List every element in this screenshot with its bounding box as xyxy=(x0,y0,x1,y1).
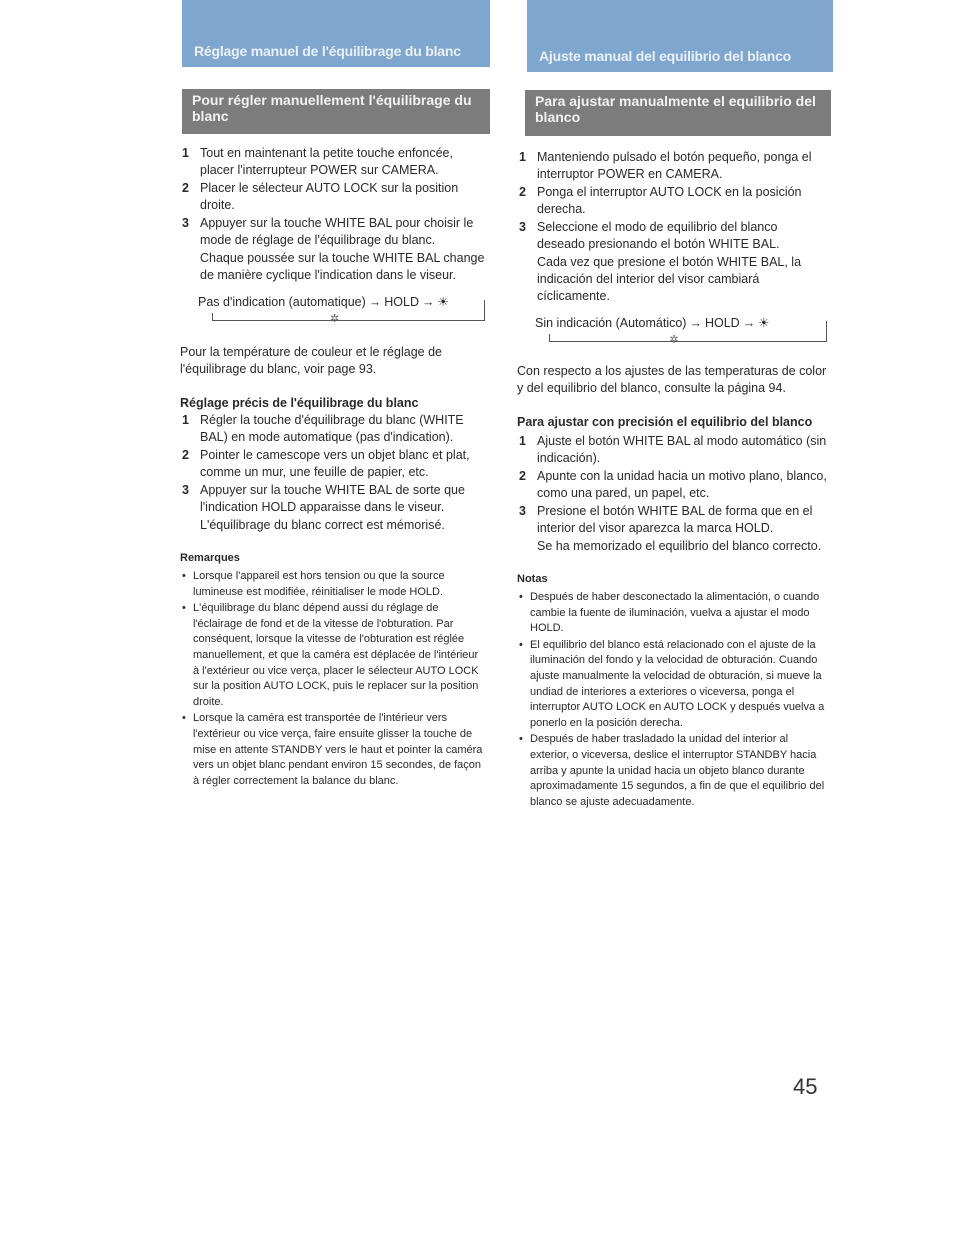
section-title-band xyxy=(527,0,833,72)
fine-steps-list xyxy=(180,412,485,534)
spanish-body xyxy=(517,149,827,811)
arrow-right-icon: → xyxy=(689,316,702,330)
step-item xyxy=(517,219,827,305)
step-number: 3 xyxy=(519,504,526,518)
arrow-right-icon: → xyxy=(422,295,435,309)
indicator-cycle-diagram xyxy=(198,294,485,330)
french-body xyxy=(180,145,485,790)
fine-steps-list xyxy=(517,433,827,555)
reference-text: Pour la température de couleur et le réglage de l'équilibrage du blanc, voir page 93. xyxy=(180,345,442,376)
note-item: • L'équilibrage du blanc dépend aussi du réglage de l'éclairage de fond et de la vitesse de l'obturation. Par conséquent, lorsque la vitesse de l'obturation est réglée manuellement, et que la caméra est déplacée de l'intérieur à l'extérieur ou vice verça, placer le sélecteur AUTO LOCK sur la position AUTO LOCK, puis le replacer sur la position droite. xyxy=(180,601,485,710)
step-item xyxy=(180,447,485,481)
step-text: Appuyer sur la touche WHITE BAL de sorte que l'indication HOLD apparaisse dans le viseur. xyxy=(200,483,465,514)
steps-list xyxy=(517,149,827,305)
note-item: • Lorsque la caméra est transportée de l'intérieur vers l'extérieur ou vice verça, faire ensuite glisser la touche de mise en attente STANDBY vers le haut et pointer la caméra vers un objet blanc pendant environ 15 secondes, de façon à régler correctement la balance du blanc. xyxy=(180,711,485,789)
step-item xyxy=(180,482,485,534)
step-number: 1 xyxy=(519,150,526,164)
subheading-band: Para ajustar manualmente el equilibrio del blanco xyxy=(525,90,831,136)
step-number: 1 xyxy=(519,434,526,448)
notes-heading: Remarques xyxy=(180,552,240,564)
subheading-band: Pour régler manuellement l'équilibrage du blanc xyxy=(182,89,490,134)
cycle-line xyxy=(484,300,485,320)
fine-adjust-heading: Réglage précis de l'équilibrage du blanc xyxy=(180,396,419,410)
section-title: Réglage manuel de l'équilibrage du blanc xyxy=(194,43,461,59)
steps-list xyxy=(180,145,485,284)
step-number: 3 xyxy=(519,220,526,234)
step-item xyxy=(517,184,827,218)
indicator-auto-label: Sin indicación (Automático) xyxy=(535,316,687,330)
step-text: Appuyer sur la touche WHITE BAL pour choisir le mode de réglage de l'équilibrage du blanc. xyxy=(200,216,474,247)
step-item xyxy=(180,145,485,179)
section-title: Ajuste manual del equilibrio del blanco xyxy=(539,48,792,64)
step-item xyxy=(517,503,827,555)
reference-text: Con respecto a los ajustes de las temperaturas de color y del equilibrio del blanco, consulte la página 94. xyxy=(517,364,827,395)
note-item: • Lorsque l'appareil est hors tension ou que la source lumineuse est modifiée, réinitialiser le mode HOLD. xyxy=(180,569,485,600)
indoor-bulb-icon: ✲ xyxy=(669,334,679,346)
step-number: 2 xyxy=(519,185,526,199)
notes-list xyxy=(517,590,827,810)
step-item xyxy=(180,215,485,284)
step-text: Apunte con la unidad hacia un motivo plano, blanco, como una pared, un papel, etc. xyxy=(537,469,827,500)
step-text: Placer le sélecteur AUTO LOCK sur la position droite. xyxy=(200,181,459,212)
cycle-line xyxy=(212,320,485,321)
fine-adjust-heading: Para ajustar con precisión el equilibrio del blanco xyxy=(517,415,813,429)
section-title-band xyxy=(182,0,490,67)
note-item: • El equilibrio del blanco está relacionado con el ajuste de la iluminación del fondo y la velocidad de obturación. Cuando ajuste manualmente la velocidad de obturación, si mueve la undiad de interiores a exteriores o viceversa, ponga el interruptor AUTO LOCK en AUTO LOCK y después vuelva a ponerlo en la posición derecha. xyxy=(517,638,827,732)
step-text: Ajuste el botón WHITE BAL al modo automático (sin indicación). xyxy=(537,434,827,465)
step-number: 2 xyxy=(182,448,189,462)
step-text: Presione el botón WHITE BAL de forma que en el interior del visor aparezca la marca HOLD. xyxy=(537,504,813,535)
indicator-hold-label: HOLD xyxy=(704,316,740,330)
arrow-right-icon: → xyxy=(742,316,756,330)
step-item xyxy=(517,149,827,183)
step-extra-text: Chaque poussée sur la touche WHITE BAL change de manière cyclique l'indication dans le viseur. xyxy=(200,251,485,282)
step-extra-text: L'équilibrage du blanc correct est mémorisé. xyxy=(200,518,445,532)
indicator-hold-label: HOLD xyxy=(384,295,419,309)
step-item xyxy=(180,412,485,446)
notes-list xyxy=(180,569,485,789)
step-text: Manteniendo pulsado el botón pequeño, ponga el interruptor POWER en CAMERA. xyxy=(537,150,812,181)
arrow-right-icon: → xyxy=(368,295,382,309)
step-text: Seleccione el modo de equilibrio del blanco deseado presionando el botón WHITE BAL. xyxy=(537,220,780,251)
step-text: Pointer le camescope vers un objet blanc et plat, comme un mur, une feuille de papier, etc. xyxy=(200,448,470,479)
step-number: 2 xyxy=(519,469,526,483)
cycle-line xyxy=(549,341,827,342)
sun-icon: ☀ xyxy=(758,316,770,330)
notes-heading: Notas xyxy=(517,573,548,585)
step-number: 1 xyxy=(182,146,189,160)
indoor-bulb-icon: ✲ xyxy=(330,313,340,325)
cycle-line xyxy=(826,321,827,341)
step-extra-text: Cada vez que presione el botón WHITE BAL, la indicación del interior del visor cambiará cíclicamente. xyxy=(537,255,802,303)
step-text: Régler la touche d'équilibrage du blanc (WHITE BAL) en mode automatique (pas d'indication). xyxy=(200,413,464,444)
step-item xyxy=(517,468,827,502)
step-extra-text: Se ha memorizado el equilibrio del blanco correcto. xyxy=(537,539,822,553)
page-number: 45 xyxy=(793,1074,818,1099)
sun-icon: ☀ xyxy=(437,295,449,309)
note-item: • Después de haber trasladado la unidad del interior al exterior, o viceversa, deslice el interruptor STANDBY hacia arriba y apunte la unidad hacia un objeto blanco durante aproximadamente 15 segundos, a fin de que el equilibrio del blanco se ajuste adecuadamente. xyxy=(517,732,827,810)
step-number: 3 xyxy=(182,216,189,230)
step-item xyxy=(517,433,827,467)
step-text: Tout en maintenant la petite touche enfoncée, placer l'interrupteur POWER sur CAMERA. xyxy=(200,146,453,177)
indicator-auto-label: Pas d'indication (automatique) xyxy=(198,295,366,309)
cycle-arrow-up-icon xyxy=(212,313,213,320)
step-item xyxy=(180,180,485,214)
step-number: 1 xyxy=(182,413,189,427)
step-number: 3 xyxy=(182,483,189,497)
step-number: 2 xyxy=(182,181,189,195)
cycle-arrow-up-icon xyxy=(549,334,550,341)
indicator-cycle-diagram xyxy=(535,315,827,351)
note-item: • Después de haber desconectado la alimentación, o cuando cambie la fuente de iluminación, vuelva a ajustar el modo HOLD. xyxy=(517,590,827,637)
step-text: Ponga el interruptor AUTO LOCK en la posición derecha. xyxy=(537,185,802,216)
